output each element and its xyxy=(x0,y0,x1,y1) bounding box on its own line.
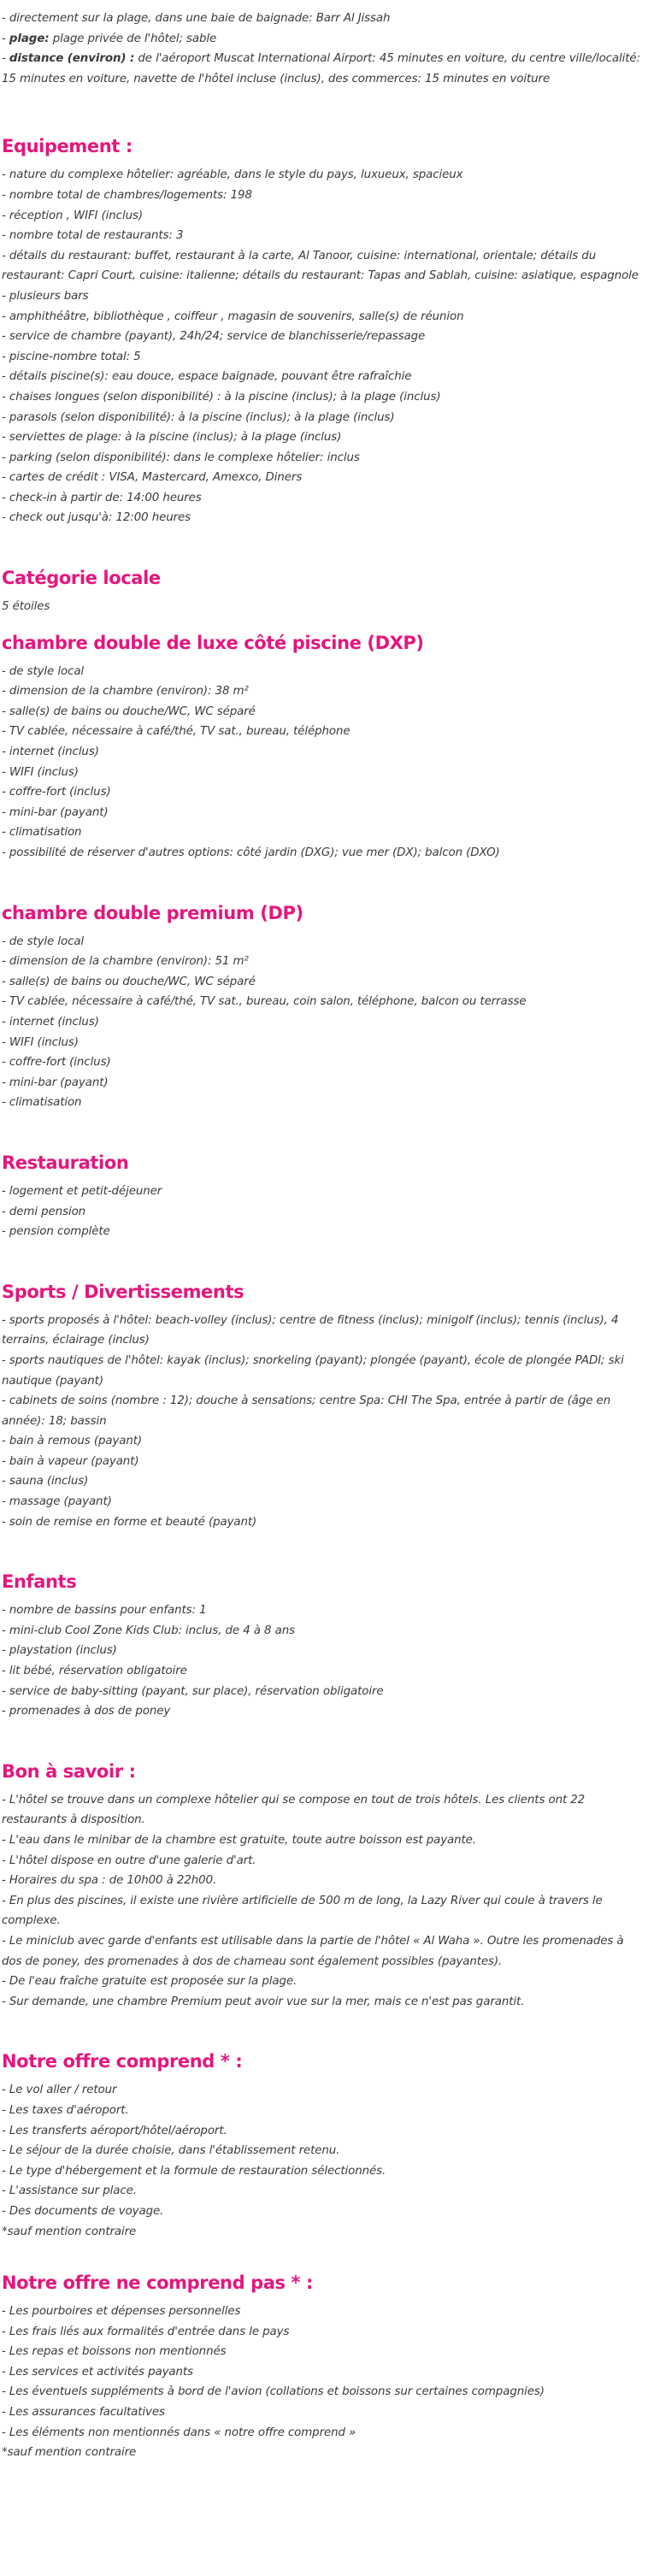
list-item: - internet (inclus) xyxy=(2,746,99,759)
chambre-dxp-section xyxy=(0,631,648,864)
list-item: - piscine-nombre total: 5 xyxy=(2,350,141,363)
categorie-value: 5 étoiles xyxy=(2,600,50,614)
list-item: - Les pourboires et dépenses personnelles xyxy=(2,2305,241,2319)
list-item: - Les éventuels suppléments à bord de l'avion (collations et boissons sur certaines compagnies) xyxy=(2,2385,545,2399)
bon-a-savoir-list xyxy=(0,1790,648,2013)
list-item: - check-in à partir de: 14:00 heures xyxy=(2,491,202,504)
list-item: - WIFI (inclus) xyxy=(2,1035,79,1049)
sports-heading: Sports / Divertissements xyxy=(2,1281,244,1302)
sports-list xyxy=(0,1311,648,1533)
list-item: - détails piscine(s): eau douce, espace baignade, pouvant être rafraîchie xyxy=(2,370,412,384)
list-item: - check out jusqu'à: 12:00 heures xyxy=(2,511,191,525)
list-item: - Les transferts aéroport/hôtel/aéroport. xyxy=(2,2124,227,2137)
list-item: - Les éléments non mentionnés dans « notre offre comprend » xyxy=(2,2426,356,2439)
list-item: - détails du restaurant: buffet, restaurant à la carte, Al Tanoor, cuisine: international, orientale; détails du restaurant: Capri Court, cuisine: italienne; détails du restaurant: Tapas and Sablah, cuisine: asiatique, espagnole xyxy=(2,249,639,283)
list-item: - plusieurs bars xyxy=(2,289,89,303)
list-item: - nombre total de restaurants: 3 xyxy=(2,229,184,243)
list-item: - mini-club Cool Zone Kids Club: inclus, de 4 à 8 ans xyxy=(2,1624,295,1637)
categorie-heading: Catégorie locale xyxy=(2,568,161,589)
chambre-dp-section xyxy=(0,901,648,1113)
list-item: - sports nautiques de l'hôtel: kayak (inclus); snorkeling (payant); plongée (payant), école de plongée PADI; ski nautique (payant) xyxy=(2,1353,624,1388)
list-item: - parking (selon disponibilité): dans le complexe hôtelier: inclus xyxy=(2,451,360,464)
offre-comprend-section xyxy=(0,2049,648,2242)
list-item: - lit bébé, réservation obligatoire xyxy=(2,1665,187,1678)
list-item: - Les services et activités payants xyxy=(2,2365,193,2379)
offre-comprend-heading: Notre offre comprend * : xyxy=(2,2051,243,2072)
list-item: - mini-bar (payant) xyxy=(2,805,109,819)
list-item: - bain à vapeur (payant) xyxy=(2,1454,139,1468)
list-item: - salle(s) de bains ou douche/WC, WC séparé xyxy=(2,975,256,988)
list-item: - nombre de bassins pour enfants: 1 xyxy=(2,1604,207,1618)
equipement-heading: Equipement : xyxy=(2,136,133,157)
list-item: - parasols (selon disponibilité): à la piscine (inclus); à la plage (inclus) xyxy=(2,410,395,424)
list-item: - L'assistance sur place. xyxy=(2,2184,137,2198)
list-item: - Les taxes d'aéroport. xyxy=(2,2103,129,2117)
list-item: - climatisation xyxy=(2,1096,82,1110)
distance-text: de l'aéroport Muscat International Airport: 45 minutes en voiture, du centre ville/localité: 15 minutes en voiture, navette de l'hôtel incluse (inclus), des commerces: 15 minutes en voiture xyxy=(2,52,640,85)
list-item: - Le vol aller / retour xyxy=(2,2084,117,2097)
list-item: - Sur demande, une chambre Premium peut avoir vue sur la mer, mais ce n'est pas garantit. xyxy=(2,1995,525,2008)
list-item: - cartes de crédit : VISA, Mastercard, Amexco, Diners xyxy=(2,471,303,485)
list-item: - Le séjour de la durée choisie, dans l'établissement retenu. xyxy=(2,2144,340,2158)
offre-ne-comprend-note: *sauf mention contraire xyxy=(2,2446,137,2460)
offre-ne-comprend-list xyxy=(0,2302,648,2443)
list-item: - TV cablée, nécessaire à café/thé, TV sat., bureau, coin salon, téléphone, balcon ou terrasse xyxy=(2,995,527,1009)
enfants-list xyxy=(0,1600,648,1722)
list-item: - service de baby-sitting (payant, sur place), réservation obligatoire xyxy=(2,1684,384,1698)
list-item: - soin de remise en forme et beauté (payant) xyxy=(2,1515,257,1529)
enfants-section xyxy=(0,1570,648,1722)
bullet-prefix: - xyxy=(2,52,9,66)
list-item: - playstation (inclus) xyxy=(2,1644,117,1658)
list-item: - L'hôtel se trouve dans un complexe hôtelier qui se compose en tout de trois hôtels. Les clients ont 22 restaurants à disposition. xyxy=(2,1793,586,1827)
list-item: - service de chambre (payant), 24h/24; service de blanchisserie/repassage xyxy=(2,330,426,344)
list-item: - climatisation xyxy=(2,826,82,840)
list-item: - En plus des piscines, il existe une rivière artificielle de 500 m de long, la Lazy River qui coule à travers le complexe. xyxy=(2,1894,603,1928)
list-item: - nature du complexe hôtelier: agréable, dans le style du pays, luxueux, spacieux xyxy=(2,168,463,182)
list-item: - massage (payant) xyxy=(2,1495,112,1509)
plage-label: plage: xyxy=(9,32,50,45)
bon-a-savoir-section xyxy=(0,1760,648,2013)
list-item: - coffre-fort (inclus) xyxy=(2,1056,111,1070)
chambre-dxp-list xyxy=(0,662,648,864)
list-item: - nombre total de chambres/logements: 198 xyxy=(2,188,252,202)
list-item: - mini-bar (payant) xyxy=(2,1076,109,1089)
intro-section xyxy=(0,0,648,89)
bullet-prefix: - xyxy=(2,32,9,45)
list-item: - cabinets de soins (nombre : 12); douche à sensations; centre Spa: CHI The Spa, entrée à partir de (âge en année): 18; bassin xyxy=(2,1394,611,1428)
restauration-section xyxy=(0,1151,648,1242)
list-item: - serviettes de plage: à la piscine (inclus); à la plage (inclus) xyxy=(2,431,342,445)
offre-ne-comprend-heading: Notre offre ne comprend pas * : xyxy=(2,2272,314,2294)
list-item: - TV cablée, nécessaire à café/thé, TV sat., bureau, téléphone xyxy=(2,725,351,739)
list-item: - Horaires du spa : de 10h00 à 22h00. xyxy=(2,1874,217,1888)
list-item: - Les repas et boissons non mentionnés xyxy=(2,2345,227,2359)
list-item: - Le type d'hébergement et la formule de restauration sélectionnés. xyxy=(2,2164,386,2178)
chambre-dxp-heading: chambre double de luxe côté piscine (DXP) xyxy=(2,632,424,653)
restauration-heading: Restauration xyxy=(2,1152,129,1173)
intro-line-distance xyxy=(0,49,648,89)
categorie-section xyxy=(0,566,648,617)
chambre-dp-heading: chambre double premium (DP) xyxy=(2,902,303,923)
list-item: - De l'eau fraîche gratuite est proposée sur la plage. xyxy=(2,1975,297,1989)
list-item: - L'hôtel dispose en outre d'une galerie d'art. xyxy=(2,1854,256,1867)
list-item: - Le miniclub avec garde d'enfants est utilisable dans la partie de l'hôtel « Al Waha ». Outre les promenades à dos de poney, des promenades à dos de chameau sont également possibles (payantes). xyxy=(2,1934,624,1968)
list-item: - réception , WIFI (inclus) xyxy=(2,209,143,222)
list-item: - WIFI (inclus) xyxy=(2,765,79,779)
offre-ne-comprend-section xyxy=(0,2271,648,2463)
list-item: - chaises longues (selon disponibilité) : à la piscine (inclus); à la plage (inclus) xyxy=(2,390,441,404)
list-item: - logement et petit-déjeuner xyxy=(2,1184,162,1198)
intro-line-plage xyxy=(0,29,648,50)
list-item: - sauna (inclus) xyxy=(2,1475,89,1488)
equipement-list xyxy=(0,165,648,528)
equipement-section xyxy=(0,134,648,528)
restauration-list xyxy=(0,1182,648,1242)
offre-comprend-note: *sauf mention contraire xyxy=(2,2225,137,2238)
list-item: - dimension de la chambre (environ): 38 m² xyxy=(2,685,249,699)
bon-a-savoir-heading: Bon à savoir : xyxy=(2,1760,136,1782)
enfants-heading: Enfants xyxy=(2,1571,77,1593)
chambre-dp-list xyxy=(0,932,648,1113)
list-item: - coffre-fort (inclus) xyxy=(2,786,111,799)
list-item: - promenades à dos de poney xyxy=(2,1705,171,1718)
list-item: - demi pension xyxy=(2,1205,86,1218)
list-item: - salle(s) de bains ou douche/WC, WC séparé xyxy=(2,704,256,718)
offre-comprend-list xyxy=(0,2080,648,2221)
intro-line-location: - directement sur la plage, dans une baie de baignade: Barr Al Jissah xyxy=(2,12,391,25)
list-item: - Les assurances facultatives xyxy=(2,2406,165,2420)
list-item: - Les frais liés aux formalités d'entrée dans le pays xyxy=(2,2325,290,2338)
list-item: - bain à remous (payant) xyxy=(2,1435,143,1448)
list-item: - dimension de la chambre (environ): 51 m² xyxy=(2,955,249,969)
sports-section xyxy=(0,1280,648,1533)
list-item: - L'eau dans le minibar de la chambre est gratuite, toute autre boisson est payante. xyxy=(2,1834,476,1847)
list-item: - de style local xyxy=(2,664,85,678)
list-item: - amphithéâtre, bibliothèque , coiffeur , magasin de souvenirs, salle(s) de réunion xyxy=(2,309,464,323)
list-item: - internet (inclus) xyxy=(2,1015,99,1029)
list-item: - Des documents de voyage. xyxy=(2,2204,164,2218)
list-item: - pension complète xyxy=(2,1225,110,1239)
plage-text: plage privée de l'hôtel; sable xyxy=(49,32,217,45)
list-item: - de style local xyxy=(2,934,85,948)
list-item: - possibilité de réserver d'autres options: côté jardin (DXG); vue mer (DX); balcon (DXO) xyxy=(2,846,500,859)
distance-label: distance (environ) : xyxy=(9,52,135,66)
list-item: - sports proposés à l'hôtel: beach-volley (inclus); centre de fitness (inclus); minigolf (inclus); tennis (inclus), 4 terrains, éclairage (inclus) xyxy=(2,1313,619,1347)
